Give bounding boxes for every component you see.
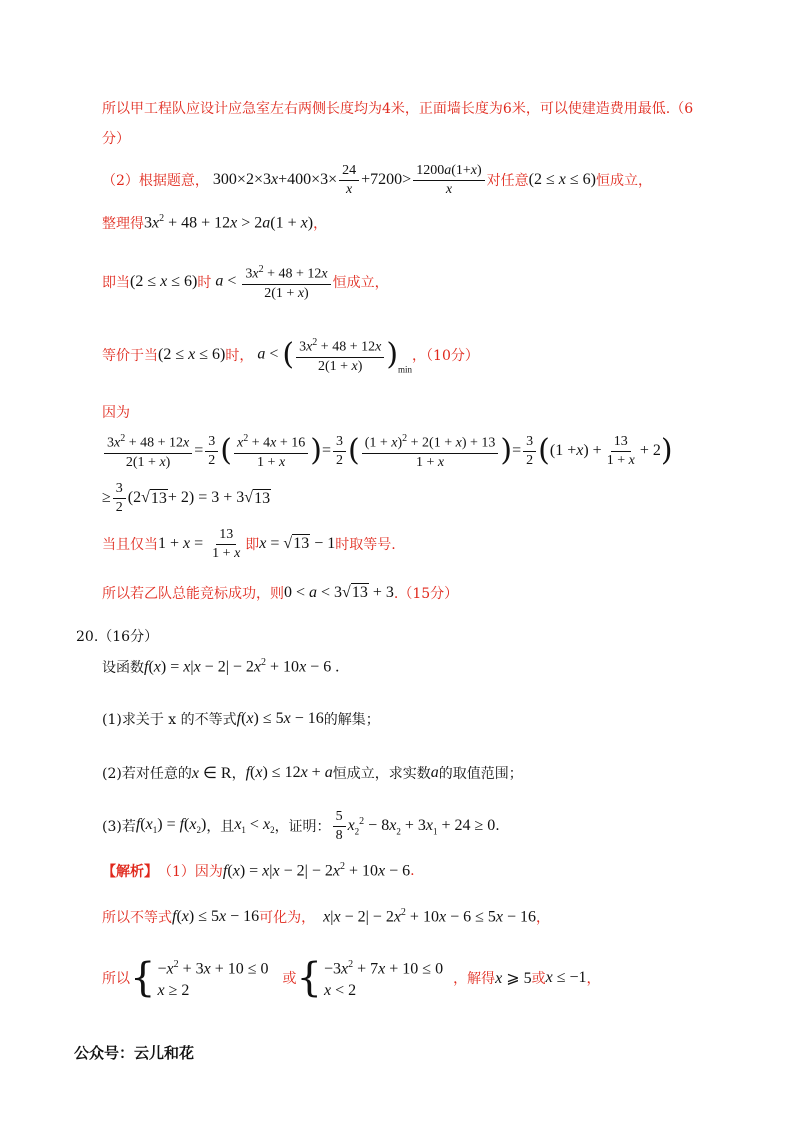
question-3: (3)若 $f(x_1) = f(x_2)$ ，且 $x_1 < x_2$ ，证明： $\frac{5}{8}$ $x_2^2 - 8x_2 + 3x_1 + 24 \ge 0$ . — [102, 808, 500, 843]
problem-number: 20.（16分） — [76, 629, 159, 645]
result-line: 所以若乙队总能竞标成功，则 0 < a < 3√13 + 3 .（15分） — [102, 584, 459, 602]
footer-account: 公众号：云儿和花 — [74, 1044, 195, 1062]
question-1: (1)求关于 x 的不等式 f(x) ≤ 5x − 16 的解集； — [102, 710, 380, 728]
solution-line-3: 所以 { $-x^2 + 3x + 10 \le 0$ x ≥ 2 或 { $-3x^2 + 7x + 10 \le 0$ x < 2 ，解得 x ⩾ 5 或 x ≤ −1 ， — [102, 954, 601, 1001]
condition-inequality: 300×2×3x+400×3× $\frac{24}{x}$ +7200> $\frac{1200a(1+x)}{x}$ — [209, 163, 487, 198]
question-2: (2)若对任意的 x ∈ R ， f(x) ≤ 12x + a 恒成立，求实数 a 的取值范围； — [102, 764, 523, 782]
min-line: 等价于当 (2 ≤ x ≤ 6) 时， a < ( $\frac{3x^2 + 48 + 12x}{2(1 + x)}$ )$_{min}$ ，（10分） — [102, 337, 479, 375]
solution-tag: 【解析】 — [102, 864, 158, 880]
conclusion-line-cont: 分） — [102, 131, 130, 147]
solution-line-2: 所以不等式 f(x) ≤ 5x − 16 可化为， $x|x - 2| - 2x^2 + 10x - 6 \le 5x - 16$ ， — [102, 907, 551, 926]
because-label: 因为 — [102, 405, 130, 421]
simplified-line: 整理得 $3x^2 + 48 + 12x > 2a(1 + x)$ ， — [102, 213, 328, 232]
function-definition: 设函数 $f(x) = x|x - 2| - 2x^2 + 10x - 6$ . — [102, 657, 340, 676]
derivation-equation: $\frac{3x^2 + 48 + 12x}{2(1 + x)}$ = $\frac{3}{2}$ ( $\frac{x^2 + 4x + 16}{1 + x}$ ) = $\frac{3}{2}$ ( $\frac{(1 + x)^2 + 2(1 + x) + 13}{1 + x}$ ) = $\frac{3}{2}$ ( (1 + x ) + $\frac{13}{1 + x}$ + 2 ) — [102, 428, 673, 474]
conclusion-line: 所以甲工程队应设计应急室左右两侧长度均为4米，正面墙长度为6米，可以使建造费用最低.（6 — [102, 101, 694, 117]
derivation-bound: ≥ $\frac{3}{2}$ (2√ 13 + 2) = 3 + 3√ 13 — [102, 480, 271, 515]
equality-line: 当且仅当 1 + x = $\frac{13}{1 + x}$ 即 x = √13 − 1 时取等号. — [102, 526, 396, 561]
solution-line-1: 【解析】 （1）因为 $f(x) = x|x - 2| - 2x^2 + 10x - 6$ . — [102, 861, 415, 880]
range-line: 即当 (2 ≤ x ≤ 6) 时 a < $\frac{3x^2 + 48 + 12x}{2(1 + x)}$ 恒成立， — [102, 264, 389, 301]
condition-line: （2）根据题意， 300×2×3x+400×3× $\frac{24}{x}$ +7200> $\frac{1200a(1+x)}{x}$ 对任意 (2 ≤ x ≤ 6) 恒成立， — [102, 162, 652, 197]
